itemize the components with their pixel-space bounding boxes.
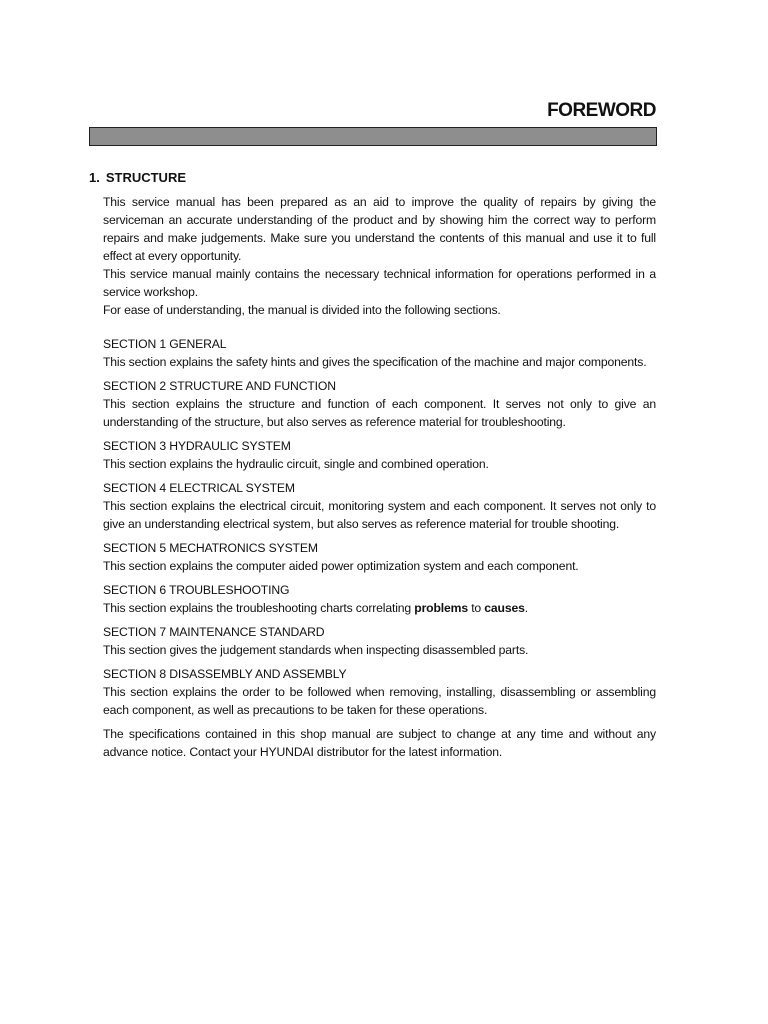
section-6-desc-causes: causes — [484, 601, 525, 615]
intro-paragraph-3: For ease of understanding, the manual is divided into the following sections. — [103, 303, 501, 317]
intro-paragraph-2: This service manual mainly contains the necessary technical information for operations performed in a service workshop. — [103, 267, 656, 299]
structure-content — [103, 193, 656, 761]
section-6-desc-mid: to — [467, 601, 485, 615]
section-8-title: SECTION 8 DISASSEMBLY AND ASSEMBLY — [103, 667, 347, 681]
section-2 — [103, 377, 656, 431]
section-2-title: SECTION 2 STRUCTURE AND FUNCTION — [103, 379, 336, 393]
section-5-title: SECTION 5 MECHATRONICS SYSTEM — [103, 541, 318, 555]
section-6-desc — [103, 599, 656, 617]
structure-heading-number: 1. — [89, 170, 100, 185]
section-4-title: SECTION 4 ELECTRICAL SYSTEM — [103, 481, 295, 495]
section-7 — [103, 623, 656, 659]
section-3-title: SECTION 3 HYDRAULIC SYSTEM — [103, 439, 291, 453]
section-6 — [103, 581, 656, 617]
section-3 — [103, 437, 656, 473]
section-6-desc-problems: problems — [414, 601, 468, 615]
section-6-title: SECTION 6 TROUBLESHOOTING — [103, 583, 290, 597]
section-5-desc: This section explains the computer aided power optimization system and each component. — [103, 559, 579, 573]
section-4-desc: This section explains the electrical circuit, monitoring system and each component. It serves not only to give an understanding electrical system, but also serves as reference material for trouble shooting. — [103, 499, 656, 531]
section-3-desc: This section explains the hydraulic circuit, single and combined operation. — [103, 457, 489, 471]
section-6-desc-prefix: This section explains the troubleshooting charts correlating — [103, 601, 415, 615]
structure-heading-text: STRUCTURE — [105, 170, 187, 185]
section-7-title: SECTION 7 MAINTENANCE STANDARD — [103, 625, 325, 639]
section-8 — [103, 665, 656, 719]
section-1-desc: This section explains the safety hints and gives the specification of the machine and major components. — [103, 355, 647, 369]
title-underline-bar — [89, 127, 657, 146]
section-6-desc-suffix: . — [524, 601, 528, 615]
page-title: FOREWORD — [547, 100, 656, 121]
change-notice: The specifications contained in this shop manual are subject to change at any time and without any advance notice. Contact your HYUNDAI distributor for the latest information. — [103, 727, 656, 759]
section-7-desc: This section gives the judgement standards when inspecting disassembled parts. — [103, 643, 529, 657]
structure-heading — [89, 170, 186, 185]
intro-paragraph-1: This service manual has been prepared as an aid to improve the quality of repairs by giving the serviceman an accurate understanding of the product and by showing him the correct way to perform repairs and make judgements. Make sure you understand the contents of this manual and use it to full effect at every opportunity. — [103, 195, 656, 263]
section-2-desc: This section explains the structure and function of each component. It serves not only to give an understanding of the structure, but also serves as reference material for troubleshooting. — [103, 397, 656, 429]
section-1 — [103, 335, 656, 371]
section-1-title: SECTION 1 GENERAL — [103, 337, 227, 351]
section-4 — [103, 479, 656, 533]
intro-spacer — [103, 319, 656, 335]
section-5 — [103, 539, 656, 575]
section-8-desc: This section explains the order to be followed when removing, installing, disassembling or assembling each component, as well as precautions to be taken for these operations. — [103, 685, 656, 717]
